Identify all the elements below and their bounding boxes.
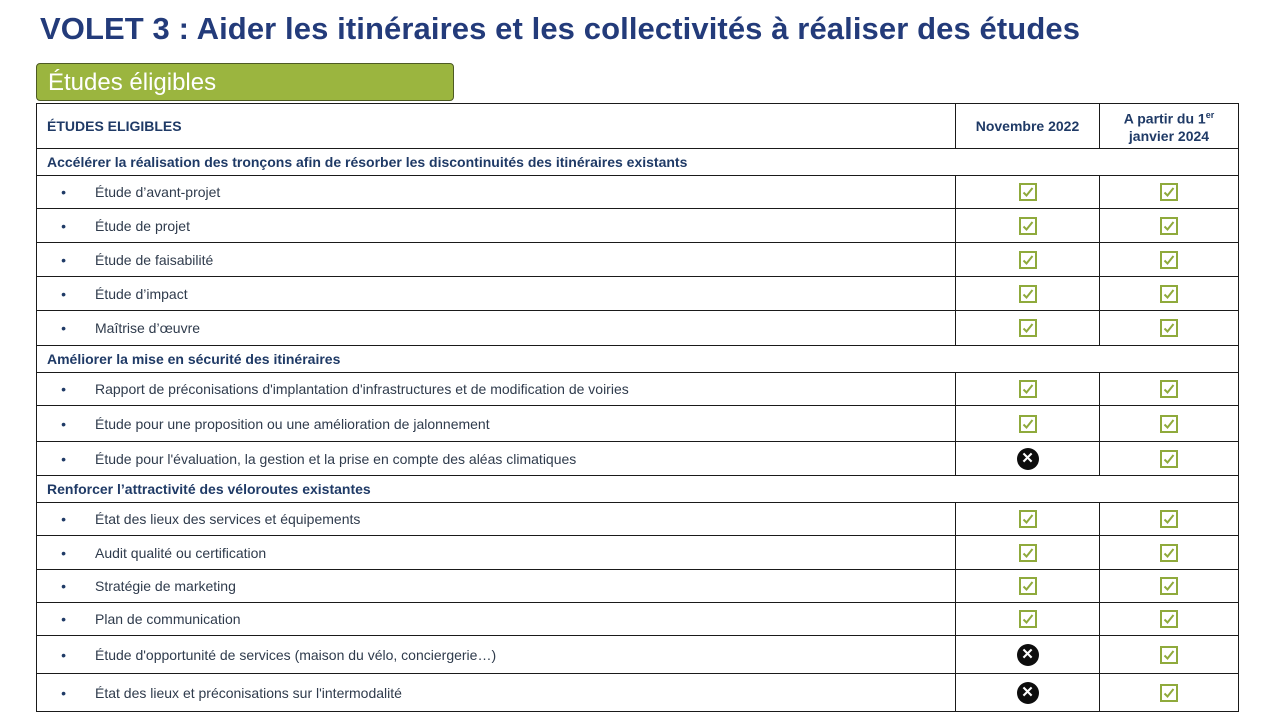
table-row: [37, 243, 1239, 277]
table-row: [37, 536, 1239, 570]
checkbox-checked-icon: [1019, 380, 1037, 398]
item-label: Stratégie de marketing: [95, 578, 236, 594]
bullet-icon: •: [61, 251, 66, 268]
novembre-2022-cell: [956, 536, 1100, 570]
table-row: [37, 277, 1239, 311]
item-label: Étude de projet: [95, 217, 190, 234]
checkbox-checked-icon: [1160, 646, 1178, 664]
table-row: [37, 570, 1239, 603]
table-row: [37, 603, 1239, 636]
janvier-2024-cell: [1100, 311, 1239, 346]
novembre-2022-cell: [956, 311, 1100, 346]
janvier-2024-cell: [1100, 442, 1239, 476]
checkbox-checked-icon: [1019, 610, 1037, 628]
item-cell: [37, 176, 956, 209]
novembre-2022-cell: [956, 674, 1100, 712]
bullet-icon: •: [61, 511, 66, 527]
novembre-2022-cell: [956, 636, 1100, 674]
checkbox-checked-icon: [1160, 380, 1178, 398]
janvier-2024-cell: [1100, 176, 1239, 209]
checkbox-checked-icon: [1160, 510, 1178, 528]
novembre-2022-cell: [956, 243, 1100, 277]
section-title: Renforcer l’attractivité des véloroutes existantes: [37, 476, 1239, 503]
item-cell: [37, 277, 956, 311]
bullet-icon: •: [61, 450, 66, 467]
table-row: [37, 442, 1239, 476]
checkbox-checked-icon: [1019, 319, 1037, 337]
section-row: [37, 149, 1239, 176]
bullet-icon: •: [61, 320, 66, 336]
checkbox-checked-icon: [1019, 415, 1037, 433]
item-cell: [37, 373, 956, 406]
table-row: [37, 636, 1239, 674]
janvier-2024-cell: [1100, 503, 1239, 536]
novembre-2022-cell: [956, 176, 1100, 209]
item-label: État des lieux et préconisations sur l'intermodalité: [95, 684, 402, 701]
novembre-2022-cell: [956, 373, 1100, 406]
novembre-2022-cell: [956, 603, 1100, 636]
janvier-2024-cell: [1100, 373, 1239, 406]
item-cell: [37, 503, 956, 536]
janvier-2024-cell: [1100, 603, 1239, 636]
item-cell: [37, 311, 956, 346]
bullet-icon: •: [61, 684, 66, 701]
item-cell: [37, 536, 956, 570]
item-cell: [37, 570, 956, 603]
item-label: Étude pour une proposition ou une amélioration de jalonnement: [95, 415, 490, 432]
table-body: [37, 149, 1239, 712]
table-row: [37, 503, 1239, 536]
item-label: État des lieux des services et équipements: [95, 511, 361, 527]
janvier-2024-cell: [1100, 406, 1239, 442]
item-cell: [37, 603, 956, 636]
section-row: [37, 346, 1239, 373]
novembre-2022-cell: [956, 442, 1100, 476]
bullet-icon: •: [61, 217, 66, 234]
table-row: [37, 209, 1239, 243]
janvier-2024-cell: [1100, 636, 1239, 674]
checkbox-checked-icon: [1019, 285, 1037, 303]
checkbox-checked-icon: [1019, 217, 1037, 235]
bullet-icon: •: [61, 415, 66, 432]
checkbox-checked-icon: [1160, 251, 1178, 269]
cross-circle-icon: ✕: [1017, 448, 1039, 470]
item-cell: [37, 209, 956, 243]
item-label: Étude d’avant-projet: [95, 184, 221, 200]
table-header-row: [37, 104, 1239, 149]
section-title: Accélérer la réalisation des tronçons afin de résorber les discontinuités des itinéraires existants: [37, 149, 1239, 176]
item-label: Audit qualité ou certification: [95, 544, 267, 561]
checkbox-checked-icon: [1019, 251, 1037, 269]
bullet-icon: •: [61, 544, 66, 561]
janvier-2024-cell: [1100, 674, 1239, 712]
checkbox-checked-icon: [1160, 415, 1178, 433]
bullet-icon: •: [61, 611, 66, 627]
novembre-2022-cell: [956, 209, 1100, 243]
janvier-2024-cell: [1100, 243, 1239, 277]
table-row: [37, 373, 1239, 406]
novembre-2022-cell: [956, 406, 1100, 442]
header-janvier-2024-line2: janvier 2024: [1128, 127, 1210, 144]
header-etudes-eligibles: ÉTUDES ELIGIBLES: [37, 104, 956, 149]
eligibility-table: [36, 103, 1239, 712]
checkbox-checked-icon: [1160, 610, 1178, 628]
checkbox-checked-icon: [1019, 577, 1037, 595]
checkbox-checked-icon: [1019, 183, 1037, 201]
item-label: Étude d’impact: [95, 285, 188, 302]
checkbox-checked-icon: [1019, 544, 1037, 562]
checkbox-checked-icon: [1160, 319, 1178, 337]
item-label: Étude d'opportunité de services (maison du vélo, conciergerie…): [95, 646, 497, 663]
bullet-icon: •: [61, 578, 66, 594]
table-row: [37, 406, 1239, 442]
checkbox-checked-icon: [1160, 285, 1178, 303]
checkbox-checked-icon: [1160, 684, 1178, 702]
cross-circle-icon: ✕: [1017, 644, 1039, 666]
header-novembre-2022: Novembre 2022: [956, 104, 1100, 149]
checkbox-checked-icon: [1160, 450, 1178, 468]
table-row: [37, 311, 1239, 346]
bullet-icon: •: [61, 184, 66, 200]
item-cell: [37, 674, 956, 712]
checkbox-checked-icon: [1160, 183, 1178, 201]
item-cell: [37, 406, 956, 442]
checkbox-checked-icon: [1160, 577, 1178, 595]
janvier-2024-cell: [1100, 570, 1239, 603]
item-label: Plan de communication: [95, 611, 241, 627]
bullet-icon: •: [61, 646, 66, 663]
item-label: Rapport de préconisations d'implantation d'infrastructures et de modification de voiries: [95, 381, 629, 397]
bullet-icon: •: [61, 285, 66, 302]
janvier-2024-cell: [1100, 536, 1239, 570]
novembre-2022-cell: [956, 277, 1100, 311]
header-janvier-2024-line1: A partir du 1: [1123, 110, 1206, 127]
janvier-2024-cell: [1100, 277, 1239, 311]
section-badge: Études éligibles: [36, 63, 454, 101]
novembre-2022-cell: [956, 570, 1100, 603]
cross-circle-icon: ✕: [1017, 682, 1039, 704]
header-superscript: er: [1205, 110, 1215, 121]
checkbox-checked-icon: [1160, 544, 1178, 562]
item-label: Étude pour l'évaluation, la gestion et la prise en compte des aléas climatiques: [95, 450, 577, 467]
section-title: Améliorer la mise en sécurité des itinéraires: [37, 346, 1239, 373]
item-cell: [37, 636, 956, 674]
table-row: [37, 176, 1239, 209]
item-cell: [37, 442, 956, 476]
item-label: Étude de faisabilité: [95, 251, 214, 268]
checkbox-checked-icon: [1160, 217, 1178, 235]
table-row: [37, 674, 1239, 712]
item-label: Maîtrise d’œuvre: [95, 320, 201, 336]
header-janvier-2024: [1100, 104, 1239, 149]
page-title: VOLET 3 : Aider les itinéraires et les collectivités à réaliser des études: [40, 11, 1081, 46]
janvier-2024-cell: [1100, 209, 1239, 243]
checkbox-checked-icon: [1019, 510, 1037, 528]
section-row: [37, 476, 1239, 503]
novembre-2022-cell: [956, 503, 1100, 536]
item-cell: [37, 243, 956, 277]
bullet-icon: •: [61, 381, 66, 397]
